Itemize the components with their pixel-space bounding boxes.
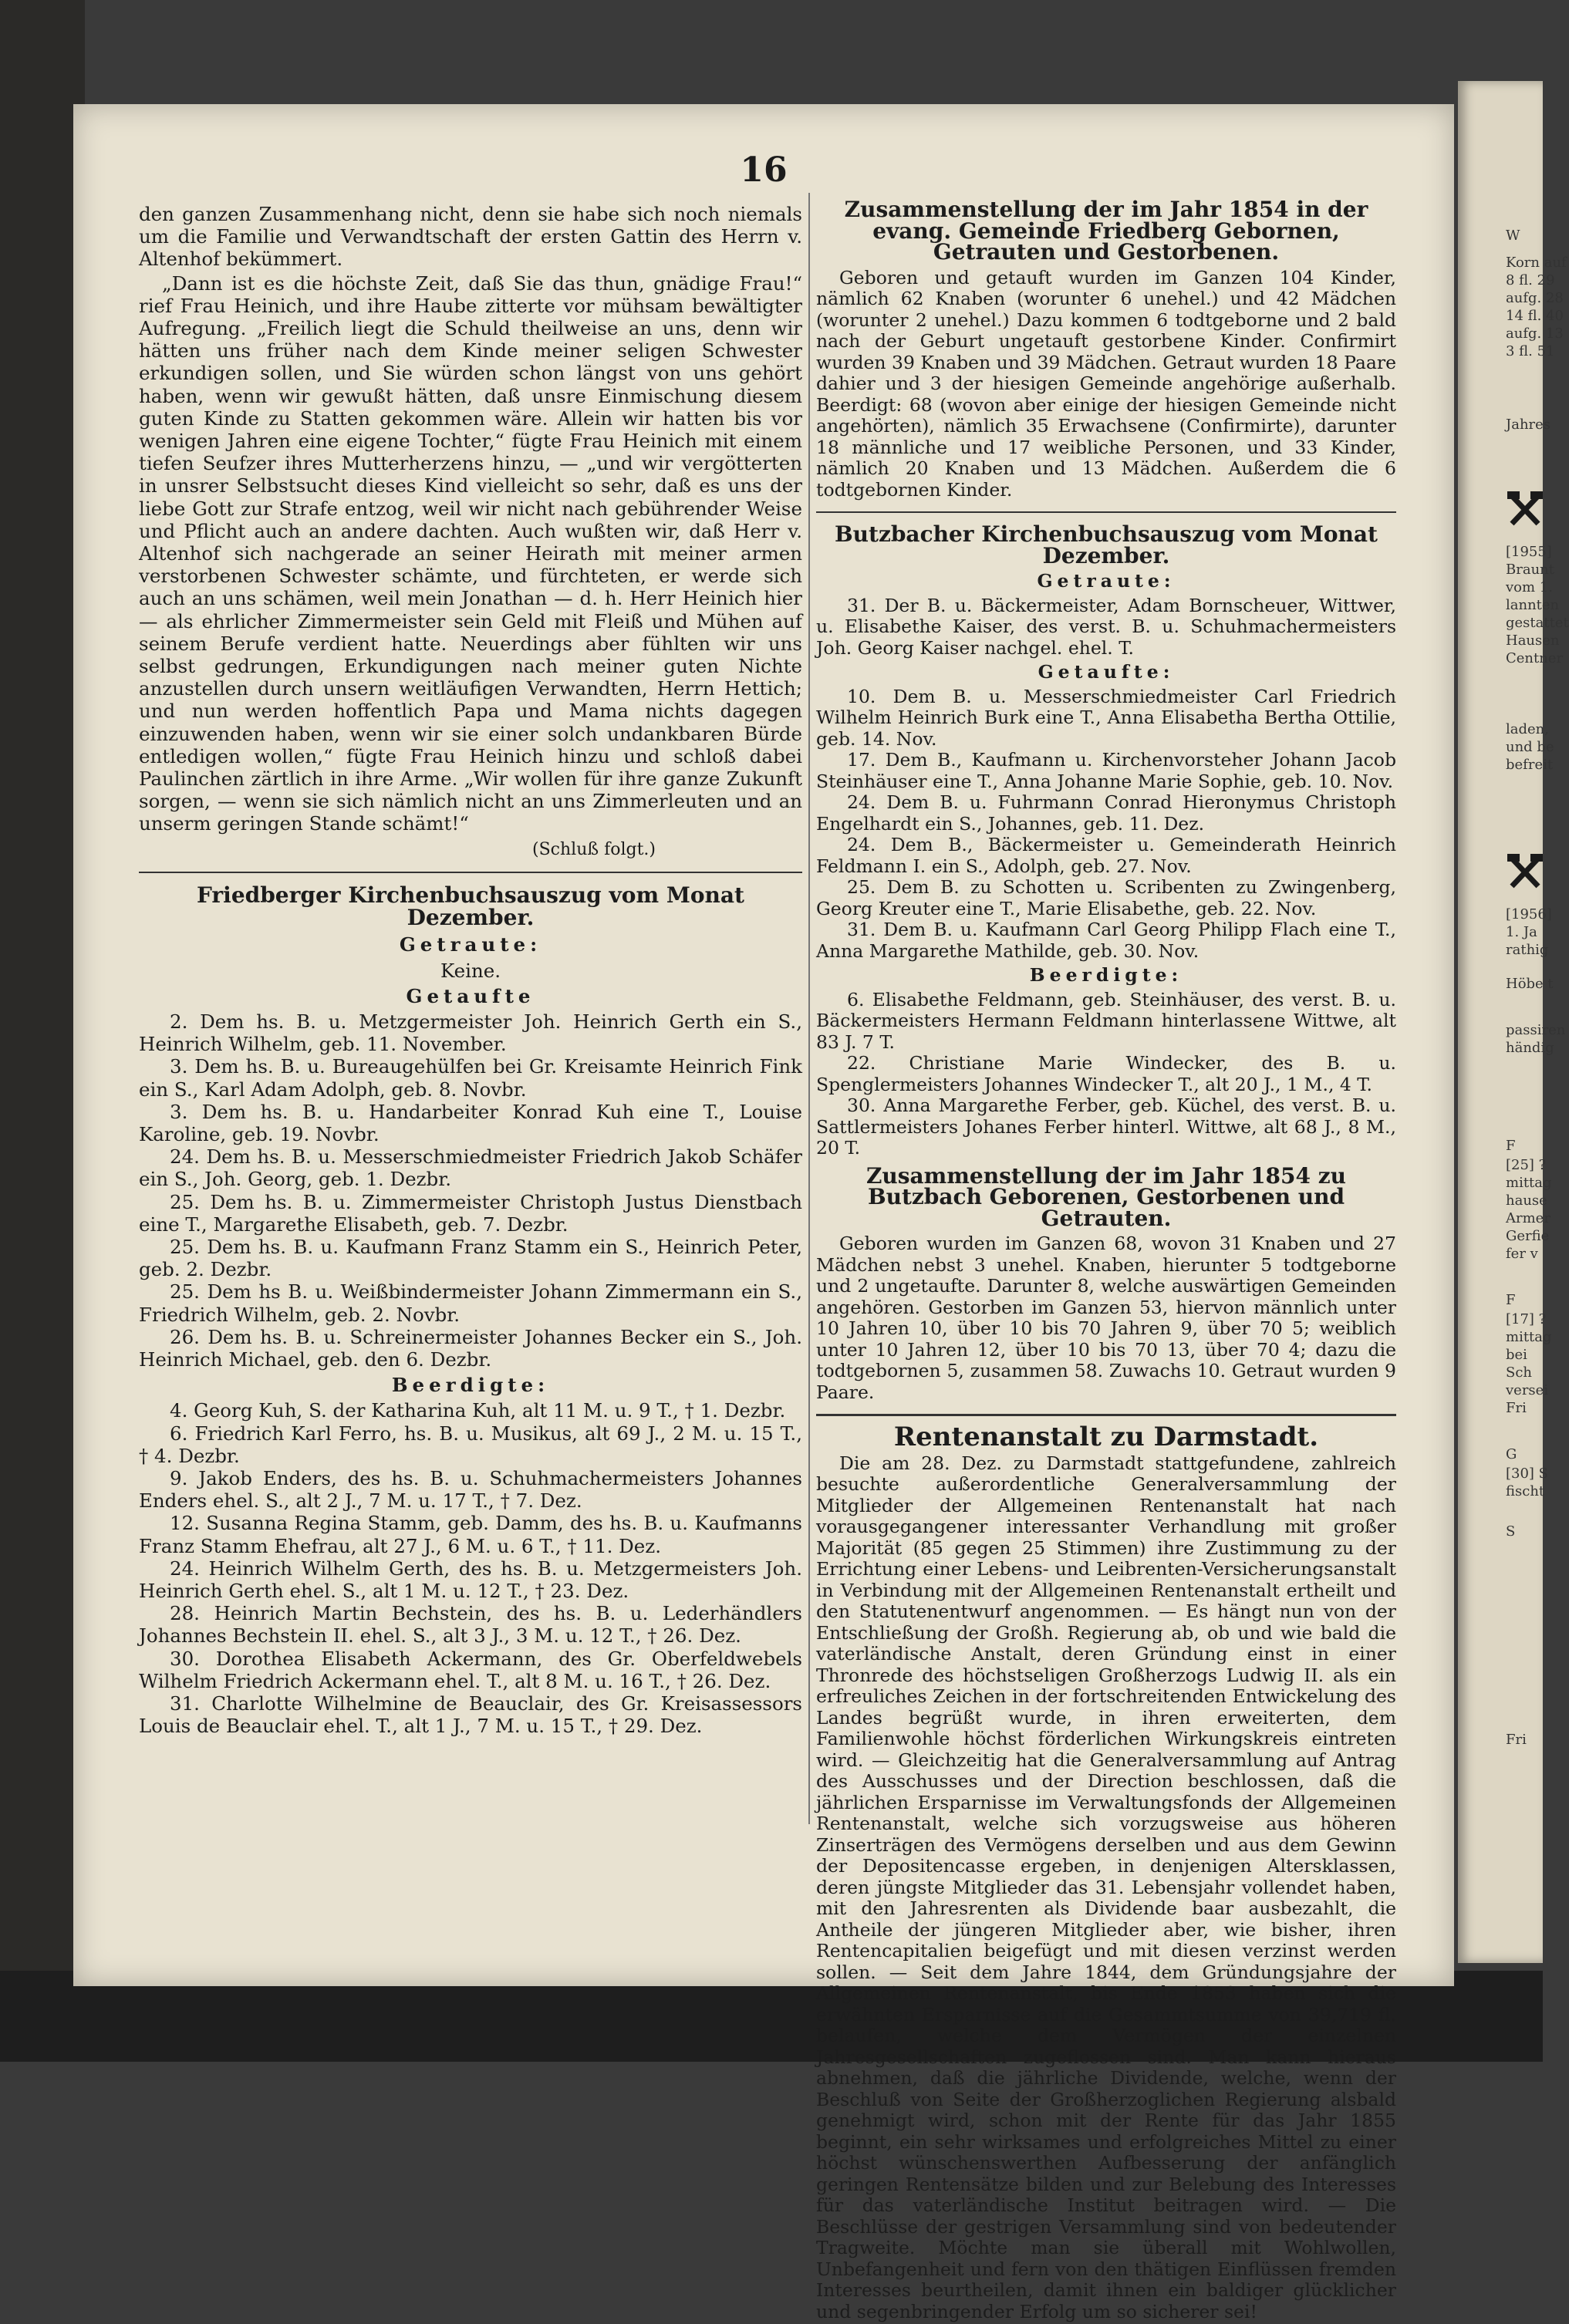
adjacent-fragment: passiren xyxy=(1506,1022,1566,1038)
burial-entry: 31. Charlotte Wilhelmine de Beauclair, des Gr. Kreisassessors Louis de Beauclair ehel. T., alt 1 J., 7 M. u. 15 T., † 29. Dez. xyxy=(139,1692,802,1738)
section-rule xyxy=(816,511,1396,513)
adjacent-fragment: mittag xyxy=(1506,1175,1552,1191)
adjacent-fragment: Hausen xyxy=(1506,632,1560,649)
adjacent-fragment: Korn auf xyxy=(1506,255,1567,271)
burial-entry: 6. Friedrich Karl Ferro, hs. B. u. Musikus, alt 69 J., 2 M. u. 15 T., † 4. Dezbr. xyxy=(139,1422,802,1467)
adjacent-fragment: fischt xyxy=(1506,1483,1545,1499)
summary-friedberg-text: Geboren und getauft wurden im Ganzen 104 Kinder, nämlich 62 Knaben (worunter 6 unehel.) und 42 Mädchen (worunter 2 unehel.) Dazu kommen 6 todtgeborne und 2 bald nach der Geburt ungetauft gestorbene Kinder. Confirmirt wurden 39 Knaben und 39 Mädchen. Getraut wurden 18 Paare dahier und 3 der hiesigen Gemeinde angehörige außerhalb. Beerdigt: 68 (wovon aber einige der hiesigen Gemeinde nicht angehörten), nämlich 35 Erwachsene (Confirmirte), darunter 18 männliche und 17 weibliche Personen, und 33 Kinder, nämlich 20 Knaben und 13 Mädchen. Außerdem die 6 todtgebornen Kinder. xyxy=(816,266,1396,501)
adjacent-fragment: Gerfie xyxy=(1506,1228,1550,1244)
marriage-entry: 31. Der B. u. Bäckermeister, Adam Bornscheuer, Wittwer, u. Elisabethe Kaiser, des verst. B. u. Schuhmachermeisters Joh. Georg Kaiser nachgel. ehel. T. xyxy=(816,594,1396,659)
adjacent-fragment: aufg. 13 xyxy=(1506,325,1564,342)
book-spine xyxy=(0,0,85,2062)
baptism-entry: 3. Dem hs. B. u. Bureaugehülfen bei Gr. Kreisamte Heinrich Fink ein S., Karl Adam Adolph, geb. 8. Novbr. xyxy=(139,1055,802,1101)
adjacent-fragment: W xyxy=(1506,228,1520,244)
adjacent-fragment: [17] ? xyxy=(1506,1311,1547,1327)
adjacent-fragment: befreit xyxy=(1506,757,1554,773)
adjacent-fragment: 14 fl. 40 xyxy=(1506,308,1564,324)
rentenanstalt-text: Die am 28. Dez. zu Darmstadt stattgefundene, zahlreich besuchte außerordentliche Generalversammlung der Mitglieder der Allgemeinen Rentenanstalt hat nach vorausgegangener interessanter Verhandlung mit großer Majorität (85 gegen 25 Stimmen) ihre Zustimmung zu der Errichtung einer Lebens- und Leibrenten-Versicherungsanstalt in Verbindung mit der Allgemeinen Rentenanstalt ertheilt und den Statutenentwurf angenommen. — Es hängt nun von der Entschließung der Großh. Regierung ab, ob und wie bald die vaterländische Anstalt, deren Gründung einst in einer Thronrede des höchstseligen Großherzogs Ludwig II. als ein erfreuliches Zeichen in der fortschreitenden Entwickelung des Landes begrüßt wurde, in ihren erweiterten, dem Familienwohle höchst förderlichen Wirkungskreis eintreten wird. — Gleichzeitig hat die Generalversammlung auf Antrag des Ausschusses und der Direction beschlossen, daß die jährlichen Ersparnisse im Verwaltungsfonds der Allgemeinen Rentenanstalt, welche sich vorzugsweise aus höheren Zinserträgen des Vermögens derselben und aus dem Gewinn der Depositencasse ergeben, in denjenigen Altersklassen, deren jüngste Mitglieder das 31. Lebensjahr vollendet haben, mit den Jahresrenten als Dividende baar ausbezahlt, die Antheile der jüngeren Mitglieder aber, wie bisher, ihren Rentencapitalien beigefügt und mit diesen verzinst werden sollen. — Seit dem Jahre 1844, dem Gründungsjahre der Allgemeinen Rentenanstalt, bis Ende 1853 haben sich die erwähnten Ersparnisse auf die Gesammtsumme von 39,719 fl. belaufen, welche dem Vermögen der einzelnen Jahresgesellschaften zugeflossen sind. Man kann hieraus abnehmen, daß die jährliche Dividende, welche, wenn der Beschluß von Seite der Großherzoglichen Regierung alsbald genehmigt wird, schon mit der Rente für das Jahr 1855 beginnt, ein sehr wirksames und erfolgreiches Mittel zu einer höchst wünschenswerthen Aufbesserung der anfänglich geringen Rentensätze bilden und zur Belebung des Interesses für das vaterländische Institut beitragen wird. — Die Beschlüsse der gestrigen Versammlung sind von bedeutender Tragweite. Möchte man sie überall mit Wohlwollen, Unbefangenheit und fern von den thätigen Einflüssen fremden Interesses beurtheilen, damit ihnen ein baldiger glücklicher und segenbringender Erfolg um so sicherer sei! xyxy=(816,1452,1396,2322)
adjacent-fragment: händig xyxy=(1506,1040,1554,1056)
story-paragraph: den ganzen Zusammenhang nicht, denn sie habe sich noch niemals um die Familie und Verwandtschaft der ersten Gattin des Herrn v. Altenhof bekümmert. xyxy=(139,203,802,271)
adjacent-fragment: S xyxy=(1506,1523,1516,1540)
adjacent-fragment: Fri xyxy=(1506,1400,1527,1416)
adjacent-fragment: Fri xyxy=(1506,1732,1527,1748)
adjacent-fragment: F xyxy=(1506,1138,1516,1154)
page-number: 16 xyxy=(740,150,788,190)
baptism-entry: 31. Dem B. u. Kaufmann Carl Georg Philipp Flach eine T., Anna Margarethe Mathilde, geb. 30. Nov. xyxy=(816,919,1396,962)
adjacent-fragment: Höbe t xyxy=(1506,976,1554,992)
buried-heading: Beerdigte: xyxy=(1029,964,1183,986)
adjacent-fragment: [30] S xyxy=(1506,1466,1549,1482)
baptism-entry: 26. Dem hs. B. u. Schreinermeister Johannes Becker ein S., Joh. Heinrich Michael, geb. den 6. Dezbr. xyxy=(139,1325,802,1371)
adjacent-fragment: fer v xyxy=(1506,1246,1538,1262)
summary-friedberg-title: Zusammenstellung der im Jahr 1854 in der evang. Gemeinde Friedberg Gebornen, Getrauten und Gestorbenen. xyxy=(844,197,1368,265)
adjacent-fragment: 1. Ja xyxy=(1506,924,1537,940)
column-divider xyxy=(808,193,810,1824)
adjacent-fragment: [1956] xyxy=(1506,906,1552,923)
married-heading: Getraute: xyxy=(399,933,542,956)
crossed-hammers-icon xyxy=(1507,852,1543,891)
burial-entry: 12. Susanna Regina Stamm, geb. Damm, des hs. B. u. Kaufmanns Franz Stamm Ehefrau, alt 27 J., 6 M. u. 6 T., † 11. Dez. xyxy=(139,1512,802,1557)
section-rule xyxy=(816,1414,1396,1416)
baptism-entry: 3. Dem hs. B. u. Handarbeiter Konrad Kuh eine T., Louise Karoline, geb. 19. Novbr. xyxy=(139,1100,802,1145)
baptism-entry: 17. Dem B., Kaufmann u. Kirchenvorsteher Johann Jacob Steinhäuser eine T., Anna Johanne Marie Sophie, geb. 10. Nov. xyxy=(816,749,1396,792)
adjacent-fragment: Centner xyxy=(1506,650,1564,666)
adjacent-fragment: lannten xyxy=(1506,597,1560,613)
friedberg-title: Friedberger Kirchenbuchsauszug vom Monat Dezember. xyxy=(197,882,744,931)
adjacent-fragment: 3 fl. 51 xyxy=(1506,343,1555,359)
butzbach-summary-title: Zusammenstellung der im Jahr 1854 zu Butzbach Geborenen, Gestorbenen und Getrauten. xyxy=(865,1162,1347,1231)
adjacent-fragment: F xyxy=(1506,1292,1516,1308)
baptism-entry: 25. Dem hs. B. u. Kaufmann Franz Stamm ein S., Heinrich Peter, geb. 2. Dezbr. xyxy=(139,1235,802,1281)
adjacent-fragment: [25] ? xyxy=(1506,1157,1547,1173)
baptism-entry: 25. Dem hs B. u. Weißbindermeister Johann Zimmermann ein S., Friedrich Wilhelm, geb. 2. Novbr. xyxy=(139,1280,802,1326)
adjacent-fragment: hause xyxy=(1506,1192,1547,1209)
butzbach-summary-text: Geboren wurden im Ganzen 68, wovon 31 Knaben und 27 Mädchen nebst 3 unehel. Knaben, hierunter 5 todtgeborne und 2 ungetaufte. Darunter 8, welche auswärtigen Gemeinden angehören. Gestorben im Ganzen 53, hiervon männlich unter 10 Jahren 10, über 10 bis 70 Jahren 9, über 70 5; weiblich unter 10 Jahren 12, über 10 bis 70 13, über 70 4; dazu die todtgebornen 5, zusammen 58. Zuwachs 10. Getraut wurden 9 Paare. xyxy=(816,1233,1396,1403)
adjacent-fragment: G xyxy=(1506,1446,1517,1462)
baptism-entry: 2. Dem hs. B. u. Metzgermeister Joh. Heinrich Gerth ein S., Heinrich Wilhelm, geb. 11. November. xyxy=(139,1010,802,1056)
baptism-entry: 24. Dem B., Bäckermeister u. Gemeinderath Heinrich Feldmann I. ein S., Adolph, geb. 27. Nov. xyxy=(816,834,1396,877)
adjacent-fragment: laden, xyxy=(1506,721,1549,737)
adjacent-fragment: Sch xyxy=(1506,1364,1533,1381)
adjacent-fragment: Armer xyxy=(1506,1210,1550,1226)
baptism-entry: 25. Dem B. zu Schotten u. Scribenten zu Zwingenberg, Georg Kreuter eine T., Marie Elisabethe, geb. 22. Nov. xyxy=(816,876,1396,919)
adjacent-fragment: versei xyxy=(1506,1382,1549,1398)
adjacent-fragment: 8 fl. 29 xyxy=(1506,272,1555,288)
burial-entry: 30. Dorothea Elisabeth Ackermann, des Gr. Oberfeldwebels Wilhelm Friedrich Ackermann ehel. T., alt 8 M. u. 16 T., † 26. Dez. xyxy=(139,1647,802,1692)
baptism-entry: 24. Dem B. u. Fuhrmann Conrad Hieronymus Christoph Engelhardt ein S., Johannes, geb. 11. Dez. xyxy=(816,791,1396,835)
adjacent-fragment: und be xyxy=(1506,739,1554,755)
adjacent-fragment: Jahres xyxy=(1506,417,1551,433)
right-column xyxy=(816,199,1396,2324)
adjacent-fragment: mittag xyxy=(1506,1329,1552,1345)
burial-entry: 22. Christiane Marie Windecker, des B. u. Spenglermeisters Johannes Windecker T., alt 20 J., 1 M., 4 T. xyxy=(816,1052,1396,1095)
crossed-hammers-icon xyxy=(1507,490,1543,528)
adjacent-fragment: vom 1. xyxy=(1506,579,1553,595)
adjacent-fragment: bei xyxy=(1506,1347,1527,1363)
story-end: (Schluß folgt.) xyxy=(532,839,656,859)
burial-entry: 6. Elisabethe Feldmann, geb. Steinhäuser, des verst. B. u. Bäckermeisters Hermann Feldmann hinterlassene Wittwe, alt 83 J. 7 T. xyxy=(816,988,1396,1053)
burial-entry: 9. Jakob Enders, des hs. B. u. Schuhmachermeisters Johannes Enders ehel. S., alt 2 J., 7 M. u. 17 T., † 7. Dez. xyxy=(139,1466,802,1513)
baptized-heading: Getaufte: xyxy=(1038,661,1175,683)
section-rule xyxy=(139,872,802,873)
rentenanstalt-title: Rentenanstalt zu Darmstadt. xyxy=(893,1422,1319,1452)
baptism-entry: 10. Dem B. u. Messerschmiedmeister Carl Friedrich Wilhelm Heinrich Burk eine T., Anna Elisabetha Bertha Ottilie, geb. 14. Nov. xyxy=(816,685,1396,750)
baptized-heading: Getaufte xyxy=(406,984,535,1007)
adjacent-fragment: Braunt xyxy=(1506,562,1554,578)
butzbach-title: Butzbacher Kirchenbuchsauszug vom Monat Dezember. xyxy=(835,521,1378,568)
burial-entry: 30. Anna Margarethe Ferber, geb. Küchel, des verst. B. u. Sattlermeisters Johanes Ferber hinterl. Wittwe, alt 68 J., 8 M., 20 T. xyxy=(816,1095,1396,1159)
left-column xyxy=(139,203,802,1737)
burial-entry: 24. Heinrich Wilhelm Gerth, des hs. B. u. Metzgermeisters Joh. Heinrich Gerth ehel. S., alt 1 M. u. 12 T., † 23. Dez. xyxy=(139,1557,802,1602)
adjacent-page xyxy=(1458,81,1569,1963)
baptism-entry: 24. Dem hs. B. u. Messerschmiedmeister Friedrich Jakob Schäfer ein S., Joh. Georg, geb. 1. Dezbr. xyxy=(139,1145,802,1191)
burial-entry: 4. Georg Kuh, S. der Katharina Kuh, alt 11 M. u. 9 T., † 1. Dezbr. xyxy=(170,1399,786,1422)
adjacent-fragment: aufg. 28 xyxy=(1506,290,1564,306)
married-heading: Getraute: xyxy=(1037,570,1176,592)
baptism-entry: 25. Dem hs. B. u. Zimmermeister Christoph Justus Dienstbach eine T., Margarethe Elisabeth, geb. 7. Dezbr. xyxy=(139,1190,802,1236)
story-paragraph: „Dann ist es die höchste Zeit, daß Sie das thun, gnädige Frau!“ rief Frau Heinich, und ihre Haube zitterte vor mühsam bewältigter Aufregung. „Freilich liegt die Schuld theilweise an uns, denn wir hätten uns früher nach dem Kinde meiner seligen Schwester erkundigen sollen, und Sie würden schon längst von uns gehört haben, wenn wir gewußt hätten, daß unsre Einmischung diesem guten Kinde zu Statten gekommen wäre. Allein wir hatten bis vor wenigen Jahren eine eigene Tochter,“ fügte Frau Heinich mit einem tiefen Seufzer ihres Mutterherzens hinzu, — „und wir vergötterten in unsrer Selbstsucht dieses Kind vielleicht so sehr, daß es uns der liebe Gott zur Strafe entzog, weil wir nicht nach gebührender Weise und Pflicht auch an andere dachten. Auch wußten wir, daß Herr v. Altenhof sich nachgerade an seiner Heirath mit meiner armen verstorbenen Schwester schämte, und fürchteten, er werde sich auch an uns schämen, weil mein Jonathan — d. h. Herr Heinich hier — als ehrlicher Zimmermeister sein Geld mit Fleiß und Mühen auf seinem Berufe verdient hatte. Neuerdings aber fühlten wir uns selbst gedrungen, Erkundigungen nach meiner guten Nichte anzustellen durch unsern weitläufigen Verwandten, Herrn Hettich; und nun werden hoffentlich Papa und Mama nichts dagegen einzuwenden haben, wenn wir sie einer solch undankbaren Bürde entledigen wollen,“ fügte Frau Heinich hinzu und schloß dabei Paulinchen zärtlich in ihre Arme. „Wir wollen für ihre ganze Zukunft sorgen, — wenn sie sich nämlich nicht an uns Zimmerleuten und an unserm geringen Stande schämt!“ xyxy=(139,272,802,835)
buried-heading: Beerdigte: xyxy=(391,1374,550,1397)
married-none: Keine. xyxy=(440,959,501,982)
adjacent-fragment: rathig xyxy=(1506,942,1549,958)
adjacent-fragment: gestattet xyxy=(1506,615,1569,631)
adjacent-fragment: [1955] xyxy=(1506,544,1552,560)
burial-entry: 28. Heinrich Martin Bechstein, des hs. B. u. Lederhändlers Johannes Bechstein II. ehel. S., alt 3 J., 3 M. u. 12 T., † 26. Dez. xyxy=(139,1602,802,1648)
